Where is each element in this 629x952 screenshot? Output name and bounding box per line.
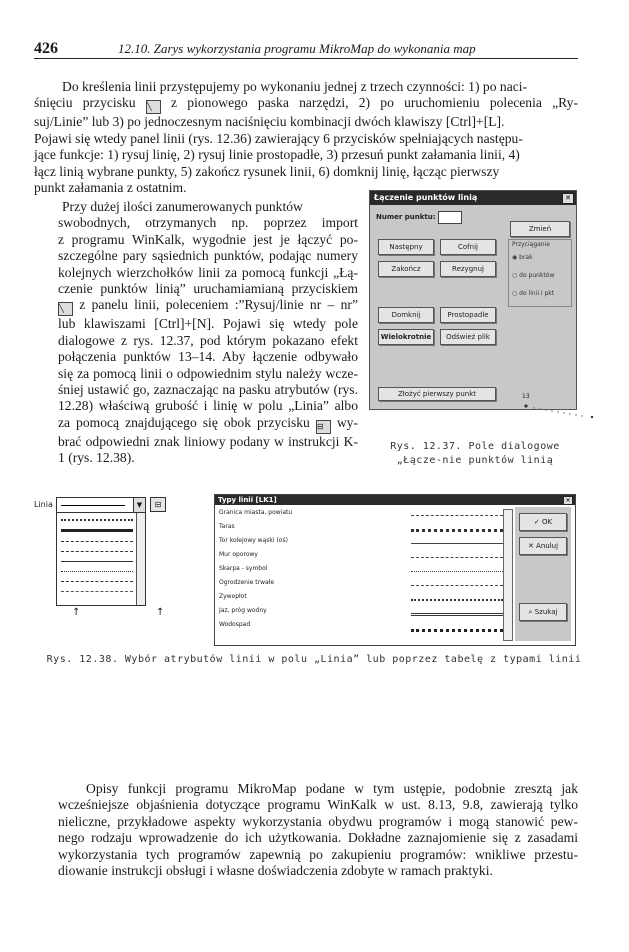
text-line: wcześniejsze objaśnienia dotyczące programu WinKalk w ust. 8.13, 9.8, zawierają tylko: [58, 797, 578, 813]
text-line: ╲ z panelu linii, poleceniem :”Rysuj/linie nr – nr”: [58, 297, 358, 316]
text-line: Opisy funkcji programu MikroMap podane w tym ustępie, podobnie zresztą jak: [86, 781, 578, 796]
point-number-input[interactable]: [438, 211, 462, 224]
text-line: lub klawiszami [Ctrl]+[N]. Pojawi się wtedy pole: [58, 316, 358, 332]
arrow-up-icon: ↑: [156, 607, 165, 618]
snap-option-lines[interactable]: ○ do linii i pkt: [512, 290, 555, 297]
line-type-row[interactable]: Tor kolejowy wąski (oś): [219, 537, 288, 544]
text-line: Do kreślenia linii przystępujemy po wykonaniu jednej z trzech czynności: 1) po naci-: [62, 79, 528, 94]
text-line: łącz linią wybrane punkty, 5) zakończ rysunek linii, 6) domknij linię, łącząc pierwszy: [34, 163, 500, 179]
scrollbar[interactable]: [136, 513, 145, 605]
line-option[interactable]: [61, 581, 133, 582]
dialog-title: Typy linii [LK1]: [215, 495, 575, 505]
text-line: kolejnych wierzchołków linii za pomocą funkcji „Łą-: [58, 264, 358, 280]
line-type-row[interactable]: Skarpa - symbol: [219, 565, 268, 572]
paragraph-intro: [34, 79, 579, 196]
line-style-picker-icon: ⊟: [316, 420, 331, 434]
close-line-button[interactable]: Domknij: [378, 307, 434, 323]
header-rule: [34, 58, 578, 59]
next-button[interactable]: Następny: [378, 239, 434, 255]
line-option[interactable]: [61, 561, 133, 562]
resign-button[interactable]: Rezygnuj: [440, 261, 496, 277]
text-line: szczególne pary sąsiednich punktów, podając numery: [58, 248, 358, 264]
line-type-row[interactable]: Mur oporowy: [219, 551, 258, 558]
text-line: brać odpowiedni znak liniowy podany w instrukcji K-: [58, 433, 358, 449]
paragraph-linking: [58, 199, 358, 467]
line-tool-icon: ╲: [146, 100, 161, 114]
arrow-up-icon: ↑: [72, 607, 81, 618]
line-sample: [411, 629, 503, 632]
point-number-label: Numer punktu:: [376, 213, 436, 221]
link-points-icon: ╲: [58, 302, 73, 316]
text-line: śnięciu przycisku ╲ z pionowego paska narzędzi, 2) po uruchomieniu polecenia „Ry-: [34, 95, 578, 114]
line-sample: [411, 585, 503, 586]
line-sample: [411, 515, 503, 516]
snap-option-points[interactable]: ○ do punktów: [512, 272, 555, 279]
line-option[interactable]: [61, 519, 133, 521]
line-sample: [411, 599, 503, 601]
back-button[interactable]: Cofnij: [440, 239, 496, 255]
line-type-row[interactable]: Wodospad: [219, 621, 251, 628]
text-line: z programu WinKalk, wygodnie jest je łączyć po-: [58, 231, 358, 247]
line-type-row[interactable]: Jaz, próg wodny: [219, 607, 267, 614]
close-icon[interactable]: ✕: [562, 193, 574, 204]
line-sample: [411, 529, 503, 532]
figure-caption-1237: Rys. 12.37. Pole dialogowe „Łącze-nie punktów linią: [390, 441, 560, 466]
paragraph-summary: [58, 781, 578, 879]
snap-group-label: Przyciąganie: [512, 241, 550, 248]
point-14: [591, 416, 593, 418]
dialog-line-types: [214, 494, 576, 646]
finish-button[interactable]: Zakończ: [378, 261, 434, 277]
line-type-row[interactable]: Taras: [219, 523, 235, 530]
perpendicular-button[interactable]: Prostopadle: [440, 307, 496, 323]
line-type-row[interactable]: Ogrodzenie trwałe: [219, 579, 275, 586]
point-dots-graphic: [520, 393, 600, 423]
line-type-row[interactable]: Granica miasta, powiatu: [219, 509, 293, 516]
line-field-label: Linia: [34, 500, 53, 509]
dialog-side-panel: [515, 507, 571, 641]
text-line: dialogowe z rys. 12.37, pod którym pokazano efekt: [58, 332, 358, 348]
line-sample: [411, 571, 503, 572]
text-line: nego rodzaju wprowadzenie do ich użytkowania. Dokładne zaznajomienie się z zasadami: [58, 830, 578, 846]
show-first-point-button[interactable]: Złożyć pierwszy punkt: [378, 387, 496, 401]
line-option[interactable]: [61, 551, 133, 552]
text-line: Przy dużej ilości zanumerowanych punktów: [62, 199, 303, 214]
change-button[interactable]: Zmień: [510, 221, 570, 237]
figure-caption-1238: Rys. 12.38. Wybór atrybutów linii w polu „Linia” lub poprzez tabelę z typami linii: [46, 654, 582, 665]
close-icon[interactable]: ✕: [563, 496, 573, 505]
line-type-row[interactable]: Zywopłot: [219, 593, 247, 600]
text-line: za pomocą znajdującego się obok przycisku ⊟ wy-: [58, 415, 358, 434]
line-option[interactable]: [61, 541, 133, 542]
text-line: czenie punktów linią” uruchamiamianą przyciskiem: [58, 281, 358, 297]
snap-option-none[interactable]: ◉ brak: [512, 254, 533, 261]
scrollbar[interactable]: [503, 509, 513, 641]
text-line: śniej ustawić go, zaznaczając na pasku atrybutów (rys.: [58, 382, 358, 398]
text-line: jące funkcje: 1) rysuj linię, 2) rysuj linie prostopadłe, 3) przesuń punkt załamania linii, 4): [34, 147, 520, 163]
line-style-list[interactable]: [56, 512, 146, 606]
line-sample: [411, 543, 503, 544]
snap-group: [508, 239, 572, 307]
line-type-picker-button[interactable]: ⊟: [150, 497, 166, 512]
line-sample: [411, 557, 503, 558]
cancel-button[interactable]: ✕ Anuluj: [519, 537, 567, 555]
point-13: [524, 404, 527, 407]
text-line: diowanie instrukcji obsługi i własne doświadczenia zdobyte w ramach praktyki.: [58, 863, 493, 879]
text-line: nieliczne, przykładowe aspekty wykorzystania obydwu programów i mogą stanowić pew-: [58, 813, 578, 829]
line-style-combo[interactable]: [56, 497, 146, 513]
text-line: swobodnych, otrzymanych np. poprzez import: [58, 215, 358, 231]
dialog-link-points: [369, 190, 577, 410]
running-title: 12.10. Zarys wykorzystania programu MikroMap do wykonania map: [118, 41, 476, 56]
line-sample: [411, 613, 503, 616]
line-option[interactable]: [61, 591, 133, 592]
text-line: 12.28) właściwą grubość i linię w polu „Linia” albo: [58, 398, 358, 414]
point-label: 13: [522, 393, 530, 400]
multiple-button[interactable]: Wielokrotnie: [378, 329, 434, 345]
find-button[interactable]: ⌕ Szukaj: [519, 603, 567, 621]
line-option[interactable]: [61, 571, 133, 572]
text-line: 1 (rys. 12.38).: [58, 450, 135, 466]
text-line: połączenia punktów 13–14. Aby łączenie odbywało: [58, 349, 358, 365]
text-line: Pojawi się wtedy panel linii (rys. 12.36) zawierający 6 przycisków spełniających następu-: [34, 130, 523, 146]
text-line: punkt załamania z ostatnim.: [34, 180, 187, 196]
text-line: suj/Linie” lub 3) po jednoczesnym naciśnięciu kombinacji dwóch klawiszy [Ctrl]+[L].: [34, 114, 505, 130]
line-option[interactable]: [61, 529, 133, 532]
page-number: 426: [34, 40, 58, 57]
dialog-title: Łączenie punktów linią: [370, 191, 576, 205]
refresh-file-button[interactable]: Odśwież plik: [440, 329, 496, 345]
line-attribute-box: [34, 497, 176, 627]
ok-button[interactable]: ✓ OK: [519, 513, 567, 531]
chevron-down-icon[interactable]: ▼: [133, 498, 145, 512]
text-line: się za pomocą linii o odpowiednim stylu należy wcze-: [58, 365, 358, 381]
text-line: wykorzystania tych programów zapewnią po zakupieniu programów: wnikliwe przestu-: [58, 846, 578, 862]
